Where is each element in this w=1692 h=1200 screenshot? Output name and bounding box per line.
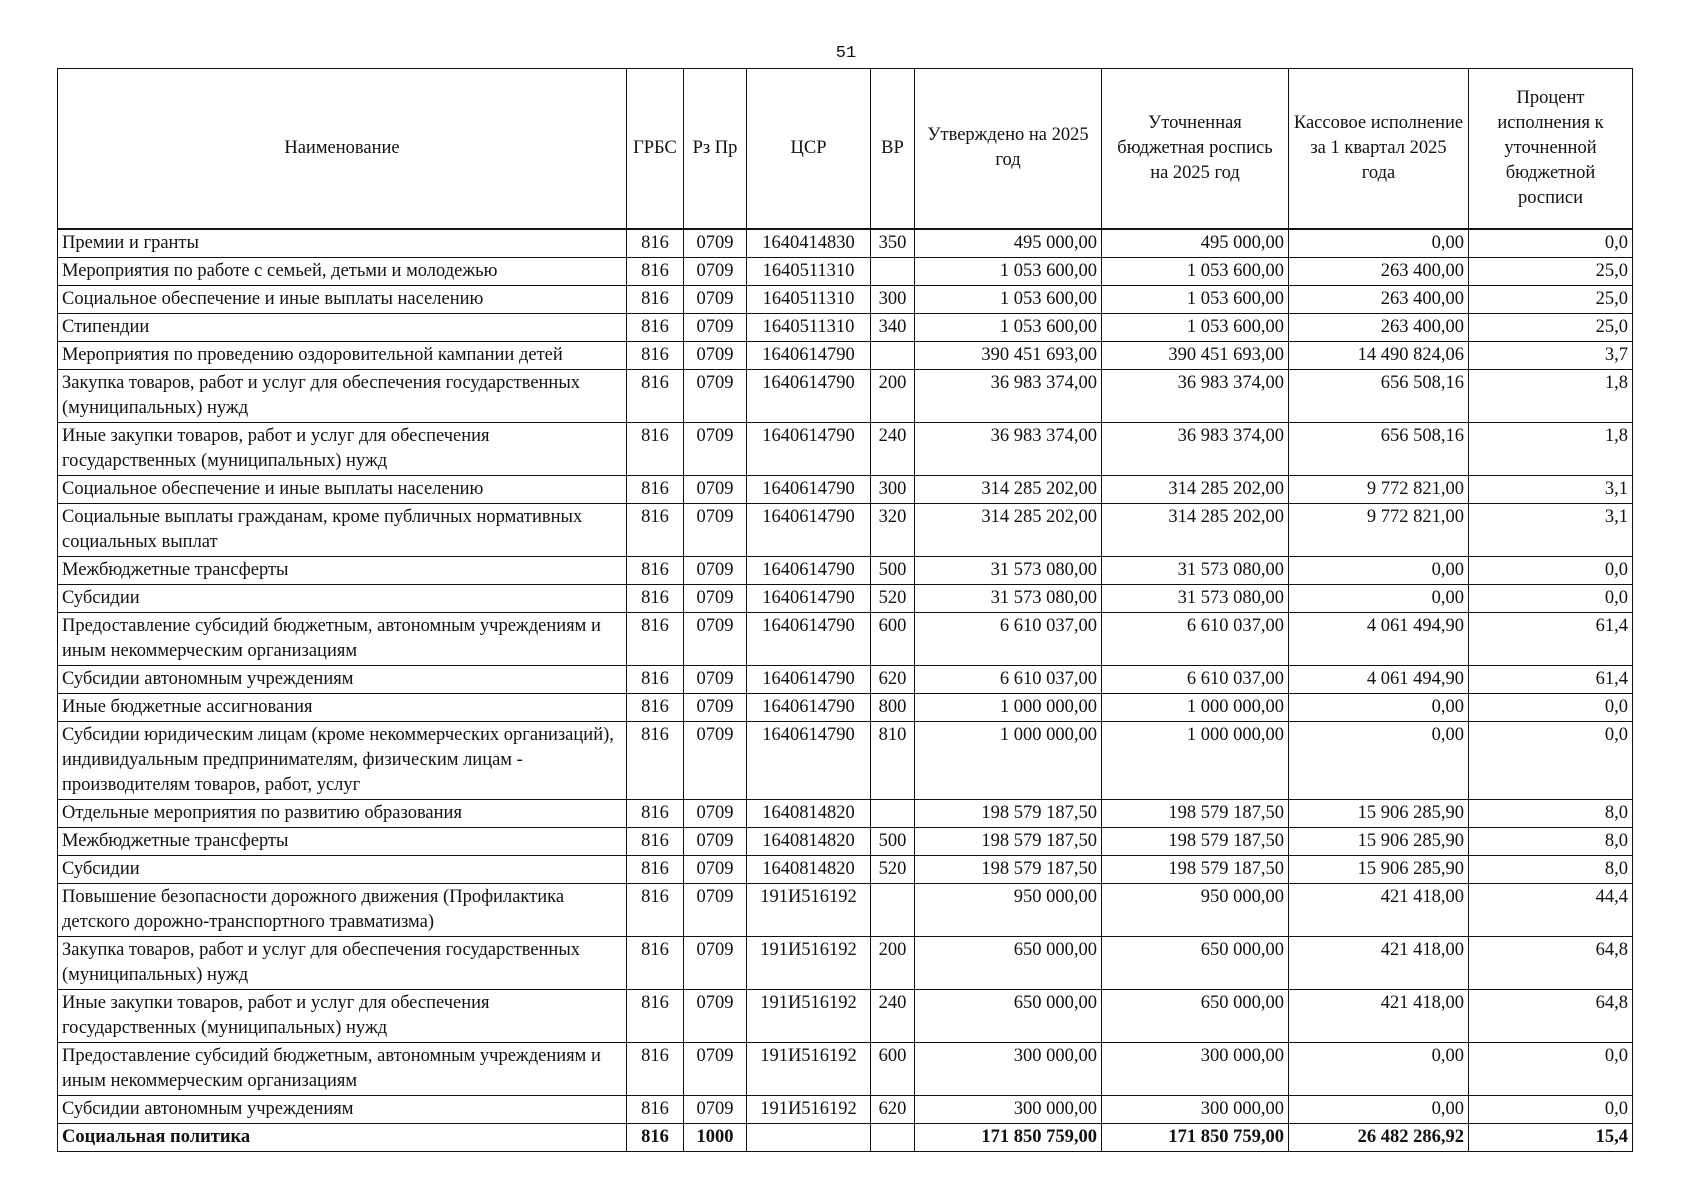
- cell-rzpr: 0709: [684, 883, 747, 936]
- col-header-csr: ЦСР: [747, 69, 871, 229]
- cell-csr: 1640614790: [747, 556, 871, 584]
- cell-rzpr: 0709: [684, 1042, 747, 1095]
- cell-executed: 4 061 494,90: [1289, 665, 1469, 693]
- cell-vr: 240: [871, 989, 915, 1042]
- table-row: [58, 422, 1633, 475]
- table-row: [58, 1095, 1633, 1123]
- cell-refined: 314 285 202,00: [1102, 503, 1289, 556]
- cell-grbs: 816: [627, 936, 684, 989]
- cell-executed: 656 508,16: [1289, 369, 1469, 422]
- cell-refined: 1 053 600,00: [1102, 257, 1289, 285]
- cell-vr: 620: [871, 1095, 915, 1123]
- cell-rzpr: 0709: [684, 341, 747, 369]
- cell-grbs: 816: [627, 612, 684, 665]
- header-row: [58, 69, 1633, 229]
- table-row: [58, 693, 1633, 721]
- cell-name: Социальные выплаты гражданам, кроме публичных нормативных социальных выплат: [58, 503, 627, 556]
- cell-approved: 1 000 000,00: [915, 721, 1102, 799]
- cell-csr: 191И516192: [747, 883, 871, 936]
- cell-approved: 1 053 600,00: [915, 313, 1102, 341]
- cell-name: Субсидии автономным учреждениям: [58, 1095, 627, 1123]
- cell-csr: 191И516192: [747, 1095, 871, 1123]
- table-row: [58, 936, 1633, 989]
- cell-name: Стипендии: [58, 313, 627, 341]
- cell-approved: 314 285 202,00: [915, 475, 1102, 503]
- cell-percent: 3,7: [1469, 341, 1633, 369]
- cell-rzpr: 0709: [684, 799, 747, 827]
- cell-executed: 263 400,00: [1289, 257, 1469, 285]
- cell-approved: 31 573 080,00: [915, 584, 1102, 612]
- cell-approved: 36 983 374,00: [915, 422, 1102, 475]
- cell-approved: 650 000,00: [915, 989, 1102, 1042]
- cell-percent: 8,0: [1469, 799, 1633, 827]
- cell-vr: 600: [871, 1042, 915, 1095]
- table-row: [58, 584, 1633, 612]
- cell-rzpr: 0709: [684, 369, 747, 422]
- cell-grbs: 816: [627, 503, 684, 556]
- cell-vr: [871, 883, 915, 936]
- cell-name: Субсидии юридическим лицам (кроме некоммерческих организаций), индивидуальным предпринимателям, физическим лицам - производителям товаров, работ, услуг: [58, 721, 627, 799]
- cell-percent: 0,0: [1469, 721, 1633, 799]
- cell-csr: 1640614790: [747, 584, 871, 612]
- cell-refined: 950 000,00: [1102, 883, 1289, 936]
- cell-percent: 25,0: [1469, 285, 1633, 313]
- cell-name: Предоставление субсидий бюджетным, автономным учреждениям и иным некоммерческим организациям: [58, 1042, 627, 1095]
- cell-vr: 500: [871, 556, 915, 584]
- cell-refined: 171 850 759,00: [1102, 1123, 1289, 1151]
- cell-executed: 15 906 285,90: [1289, 855, 1469, 883]
- cell-name: Социальное обеспечение и иные выплаты населению: [58, 285, 627, 313]
- cell-approved: 36 983 374,00: [915, 369, 1102, 422]
- cell-percent: 64,8: [1469, 989, 1633, 1042]
- cell-name: Отдельные мероприятия по развитию образования: [58, 799, 627, 827]
- cell-percent: 64,8: [1469, 936, 1633, 989]
- table-row: [58, 1042, 1633, 1095]
- cell-rzpr: 0709: [684, 229, 747, 258]
- cell-grbs: 816: [627, 665, 684, 693]
- page-number: 51: [835, 44, 857, 63]
- cell-rzpr: 0709: [684, 936, 747, 989]
- cell-approved: 1 000 000,00: [915, 693, 1102, 721]
- cell-name: Субсидии: [58, 584, 627, 612]
- cell-executed: 26 482 286,92: [1289, 1123, 1469, 1151]
- table-row: [58, 721, 1633, 799]
- cell-refined: 6 610 037,00: [1102, 665, 1289, 693]
- cell-approved: 1 053 600,00: [915, 257, 1102, 285]
- cell-rzpr: 0709: [684, 422, 747, 475]
- table-row: [58, 855, 1633, 883]
- cell-vr: 240: [871, 422, 915, 475]
- cell-csr: 1640814820: [747, 799, 871, 827]
- budget-table: [57, 68, 1633, 1152]
- cell-csr: 1640511310: [747, 285, 871, 313]
- cell-vr: 300: [871, 285, 915, 313]
- cell-percent: 61,4: [1469, 612, 1633, 665]
- table-row: [58, 612, 1633, 665]
- cell-executed: 0,00: [1289, 229, 1469, 258]
- cell-percent: 61,4: [1469, 665, 1633, 693]
- cell-grbs: 816: [627, 584, 684, 612]
- col-header-percent: Процент исполнения к уточненной бюджетной росписи: [1469, 69, 1633, 229]
- cell-vr: [871, 799, 915, 827]
- cell-approved: 495 000,00: [915, 229, 1102, 258]
- cell-refined: 390 451 693,00: [1102, 341, 1289, 369]
- cell-csr: 1640814820: [747, 827, 871, 855]
- cell-vr: 320: [871, 503, 915, 556]
- cell-percent: 0,0: [1469, 229, 1633, 258]
- cell-rzpr: 0709: [684, 989, 747, 1042]
- cell-approved: 198 579 187,50: [915, 799, 1102, 827]
- cell-rzpr: 0709: [684, 1095, 747, 1123]
- cell-approved: 198 579 187,50: [915, 855, 1102, 883]
- cell-grbs: 816: [627, 855, 684, 883]
- cell-refined: 1 053 600,00: [1102, 285, 1289, 313]
- cell-grbs: 816: [627, 1095, 684, 1123]
- cell-name: Иные закупки товаров, работ и услуг для обеспечения государственных (муниципальных) нужд: [58, 422, 627, 475]
- cell-rzpr: 0709: [684, 612, 747, 665]
- cell-name: Социальная политика: [58, 1123, 627, 1151]
- cell-refined: 1 000 000,00: [1102, 721, 1289, 799]
- table-row: [58, 257, 1633, 285]
- cell-approved: 198 579 187,50: [915, 827, 1102, 855]
- table-row: [58, 503, 1633, 556]
- cell-csr: 1640814820: [747, 855, 871, 883]
- cell-grbs: 816: [627, 475, 684, 503]
- cell-vr: 200: [871, 936, 915, 989]
- cell-approved: 314 285 202,00: [915, 503, 1102, 556]
- cell-grbs: 816: [627, 422, 684, 475]
- cell-percent: 25,0: [1469, 313, 1633, 341]
- cell-grbs: 816: [627, 257, 684, 285]
- cell-grbs: 816: [627, 693, 684, 721]
- cell-percent: 0,0: [1469, 584, 1633, 612]
- cell-csr: 1640511310: [747, 313, 871, 341]
- cell-approved: 1 053 600,00: [915, 285, 1102, 313]
- col-header-vr: ВР: [871, 69, 915, 229]
- cell-approved: 650 000,00: [915, 936, 1102, 989]
- cell-approved: 390 451 693,00: [915, 341, 1102, 369]
- cell-grbs: 816: [627, 1042, 684, 1095]
- cell-percent: 1,8: [1469, 369, 1633, 422]
- col-header-refined: Уточненная бюджетная роспись на 2025 год: [1102, 69, 1289, 229]
- cell-refined: 31 573 080,00: [1102, 584, 1289, 612]
- cell-refined: 1 053 600,00: [1102, 313, 1289, 341]
- col-header-rzpr: Рз Пр: [684, 69, 747, 229]
- table-row: [58, 799, 1633, 827]
- cell-refined: 650 000,00: [1102, 936, 1289, 989]
- cell-name: Премии и гранты: [58, 229, 627, 258]
- cell-vr: 300: [871, 475, 915, 503]
- cell-refined: 36 983 374,00: [1102, 369, 1289, 422]
- cell-refined: 198 579 187,50: [1102, 799, 1289, 827]
- cell-executed: 0,00: [1289, 556, 1469, 584]
- cell-executed: 0,00: [1289, 1042, 1469, 1095]
- cell-grbs: 816: [627, 721, 684, 799]
- cell-executed: 0,00: [1289, 693, 1469, 721]
- cell-vr: 340: [871, 313, 915, 341]
- table-row: [58, 313, 1633, 341]
- cell-grbs: 816: [627, 799, 684, 827]
- cell-executed: 9 772 821,00: [1289, 475, 1469, 503]
- cell-vr: 200: [871, 369, 915, 422]
- cell-executed: 421 418,00: [1289, 883, 1469, 936]
- cell-rzpr: 0709: [684, 855, 747, 883]
- cell-csr: 1640614790: [747, 422, 871, 475]
- cell-percent: 0,0: [1469, 693, 1633, 721]
- cell-vr: 520: [871, 584, 915, 612]
- cell-refined: 1 000 000,00: [1102, 693, 1289, 721]
- cell-vr: 810: [871, 721, 915, 799]
- cell-name: Предоставление субсидий бюджетным, автономным учреждениям и иным некоммерческим организациям: [58, 612, 627, 665]
- cell-executed: 421 418,00: [1289, 989, 1469, 1042]
- cell-csr: 1640614790: [747, 665, 871, 693]
- table-row: [58, 989, 1633, 1042]
- cell-csr: 191И516192: [747, 936, 871, 989]
- cell-rzpr: 0709: [684, 503, 747, 556]
- cell-csr: 1640614790: [747, 369, 871, 422]
- cell-executed: 9 772 821,00: [1289, 503, 1469, 556]
- col-header-grbs: ГРБС: [627, 69, 684, 229]
- cell-approved: 171 850 759,00: [915, 1123, 1102, 1151]
- cell-vr: 520: [871, 855, 915, 883]
- col-header-executed: Кассовое исполнение за 1 квартал 2025 года: [1289, 69, 1469, 229]
- cell-vr: 350: [871, 229, 915, 258]
- cell-refined: 650 000,00: [1102, 989, 1289, 1042]
- col-header-approved: Утверждено на 2025 год: [915, 69, 1102, 229]
- cell-csr: 1640614790: [747, 503, 871, 556]
- cell-rzpr: 0709: [684, 665, 747, 693]
- cell-executed: 263 400,00: [1289, 313, 1469, 341]
- cell-grbs: 816: [627, 989, 684, 1042]
- cell-approved: 950 000,00: [915, 883, 1102, 936]
- cell-name: Закупка товаров, работ и услуг для обеспечения государственных (муниципальных) нужд: [58, 369, 627, 422]
- cell-rzpr: 0709: [684, 693, 747, 721]
- cell-name: Межбюджетные трансферты: [58, 827, 627, 855]
- cell-executed: 0,00: [1289, 1095, 1469, 1123]
- cell-csr: 1640614790: [747, 475, 871, 503]
- table-row: [58, 229, 1633, 258]
- cell-percent: 1,8: [1469, 422, 1633, 475]
- cell-executed: 15 906 285,90: [1289, 827, 1469, 855]
- cell-rzpr: 0709: [684, 556, 747, 584]
- cell-csr: 191И516192: [747, 989, 871, 1042]
- cell-vr: 500: [871, 827, 915, 855]
- cell-refined: 198 579 187,50: [1102, 827, 1289, 855]
- cell-approved: 300 000,00: [915, 1042, 1102, 1095]
- cell-grbs: 816: [627, 827, 684, 855]
- cell-percent: 0,0: [1469, 556, 1633, 584]
- cell-name: Социальное обеспечение и иные выплаты населению: [58, 475, 627, 503]
- table-row: [58, 665, 1633, 693]
- cell-grbs: 816: [627, 285, 684, 313]
- cell-csr: [747, 1123, 871, 1151]
- cell-grbs: 816: [627, 313, 684, 341]
- cell-refined: 6 610 037,00: [1102, 612, 1289, 665]
- cell-approved: 6 610 037,00: [915, 612, 1102, 665]
- cell-csr: 1640614790: [747, 341, 871, 369]
- table-row: [58, 556, 1633, 584]
- cell-vr: [871, 341, 915, 369]
- cell-rzpr: 0709: [684, 257, 747, 285]
- cell-approved: 31 573 080,00: [915, 556, 1102, 584]
- cell-name: Субсидии: [58, 855, 627, 883]
- cell-percent: 25,0: [1469, 257, 1633, 285]
- cell-percent: 0,0: [1469, 1095, 1633, 1123]
- cell-rzpr: 0709: [684, 475, 747, 503]
- cell-refined: 300 000,00: [1102, 1042, 1289, 1095]
- cell-refined: 300 000,00: [1102, 1095, 1289, 1123]
- cell-rzpr: 1000: [684, 1123, 747, 1151]
- cell-refined: 31 573 080,00: [1102, 556, 1289, 584]
- cell-vr: 800: [871, 693, 915, 721]
- cell-executed: 263 400,00: [1289, 285, 1469, 313]
- table-body: [58, 229, 1633, 1152]
- cell-grbs: 816: [627, 1123, 684, 1151]
- cell-grbs: 816: [627, 883, 684, 936]
- cell-executed: 15 906 285,90: [1289, 799, 1469, 827]
- cell-grbs: 816: [627, 369, 684, 422]
- cell-vr: 600: [871, 612, 915, 665]
- cell-vr: 620: [871, 665, 915, 693]
- col-header-name: Наименование: [58, 69, 627, 229]
- table-row: [58, 475, 1633, 503]
- table-row: [58, 285, 1633, 313]
- cell-csr: 1640614790: [747, 612, 871, 665]
- cell-executed: 0,00: [1289, 721, 1469, 799]
- cell-rzpr: 0709: [684, 721, 747, 799]
- cell-name: Мероприятия по работе с семьей, детьми и молодежью: [58, 257, 627, 285]
- cell-grbs: 816: [627, 556, 684, 584]
- cell-rzpr: 0709: [684, 584, 747, 612]
- cell-percent: 0,0: [1469, 1042, 1633, 1095]
- cell-percent: 44,4: [1469, 883, 1633, 936]
- cell-name: Иные бюджетные ассигнования: [58, 693, 627, 721]
- cell-csr: 191И516192: [747, 1042, 871, 1095]
- table-row: [58, 369, 1633, 422]
- cell-refined: 314 285 202,00: [1102, 475, 1289, 503]
- cell-rzpr: 0709: [684, 827, 747, 855]
- cell-name: Повышение безопасности дорожного движения (Профилактика детского дорожно-транспортного травматизма): [58, 883, 627, 936]
- cell-grbs: 816: [627, 341, 684, 369]
- cell-csr: 1640614790: [747, 721, 871, 799]
- cell-executed: 421 418,00: [1289, 936, 1469, 989]
- cell-executed: 656 508,16: [1289, 422, 1469, 475]
- cell-vr: [871, 1123, 915, 1151]
- cell-refined: 198 579 187,50: [1102, 855, 1289, 883]
- cell-name: Субсидии автономным учреждениям: [58, 665, 627, 693]
- cell-executed: 0,00: [1289, 584, 1469, 612]
- cell-csr: 1640614790: [747, 693, 871, 721]
- cell-percent: 8,0: [1469, 827, 1633, 855]
- cell-approved: 6 610 037,00: [915, 665, 1102, 693]
- table-row: [58, 883, 1633, 936]
- cell-csr: 1640511310: [747, 257, 871, 285]
- cell-name: Межбюджетные трансферты: [58, 556, 627, 584]
- cell-percent: 3,1: [1469, 475, 1633, 503]
- cell-csr: 1640414830: [747, 229, 871, 258]
- cell-percent: 15,4: [1469, 1123, 1633, 1151]
- cell-percent: 8,0: [1469, 855, 1633, 883]
- cell-percent: 3,1: [1469, 503, 1633, 556]
- cell-rzpr: 0709: [684, 285, 747, 313]
- cell-name: Закупка товаров, работ и услуг для обеспечения государственных (муниципальных) нужд: [58, 936, 627, 989]
- cell-vr: [871, 257, 915, 285]
- cell-executed: 4 061 494,90: [1289, 612, 1469, 665]
- cell-name: Иные закупки товаров, работ и услуг для обеспечения государственных (муниципальных) нужд: [58, 989, 627, 1042]
- cell-refined: 495 000,00: [1102, 229, 1289, 258]
- cell-name: Мероприятия по проведению оздоровительной кампании детей: [58, 341, 627, 369]
- cell-rzpr: 0709: [684, 313, 747, 341]
- cell-grbs: 816: [627, 229, 684, 258]
- table-row: [58, 341, 1633, 369]
- cell-refined: 36 983 374,00: [1102, 422, 1289, 475]
- table-row: [58, 1123, 1633, 1151]
- cell-executed: 14 490 824,06: [1289, 341, 1469, 369]
- table-row: [58, 827, 1633, 855]
- cell-approved: 300 000,00: [915, 1095, 1102, 1123]
